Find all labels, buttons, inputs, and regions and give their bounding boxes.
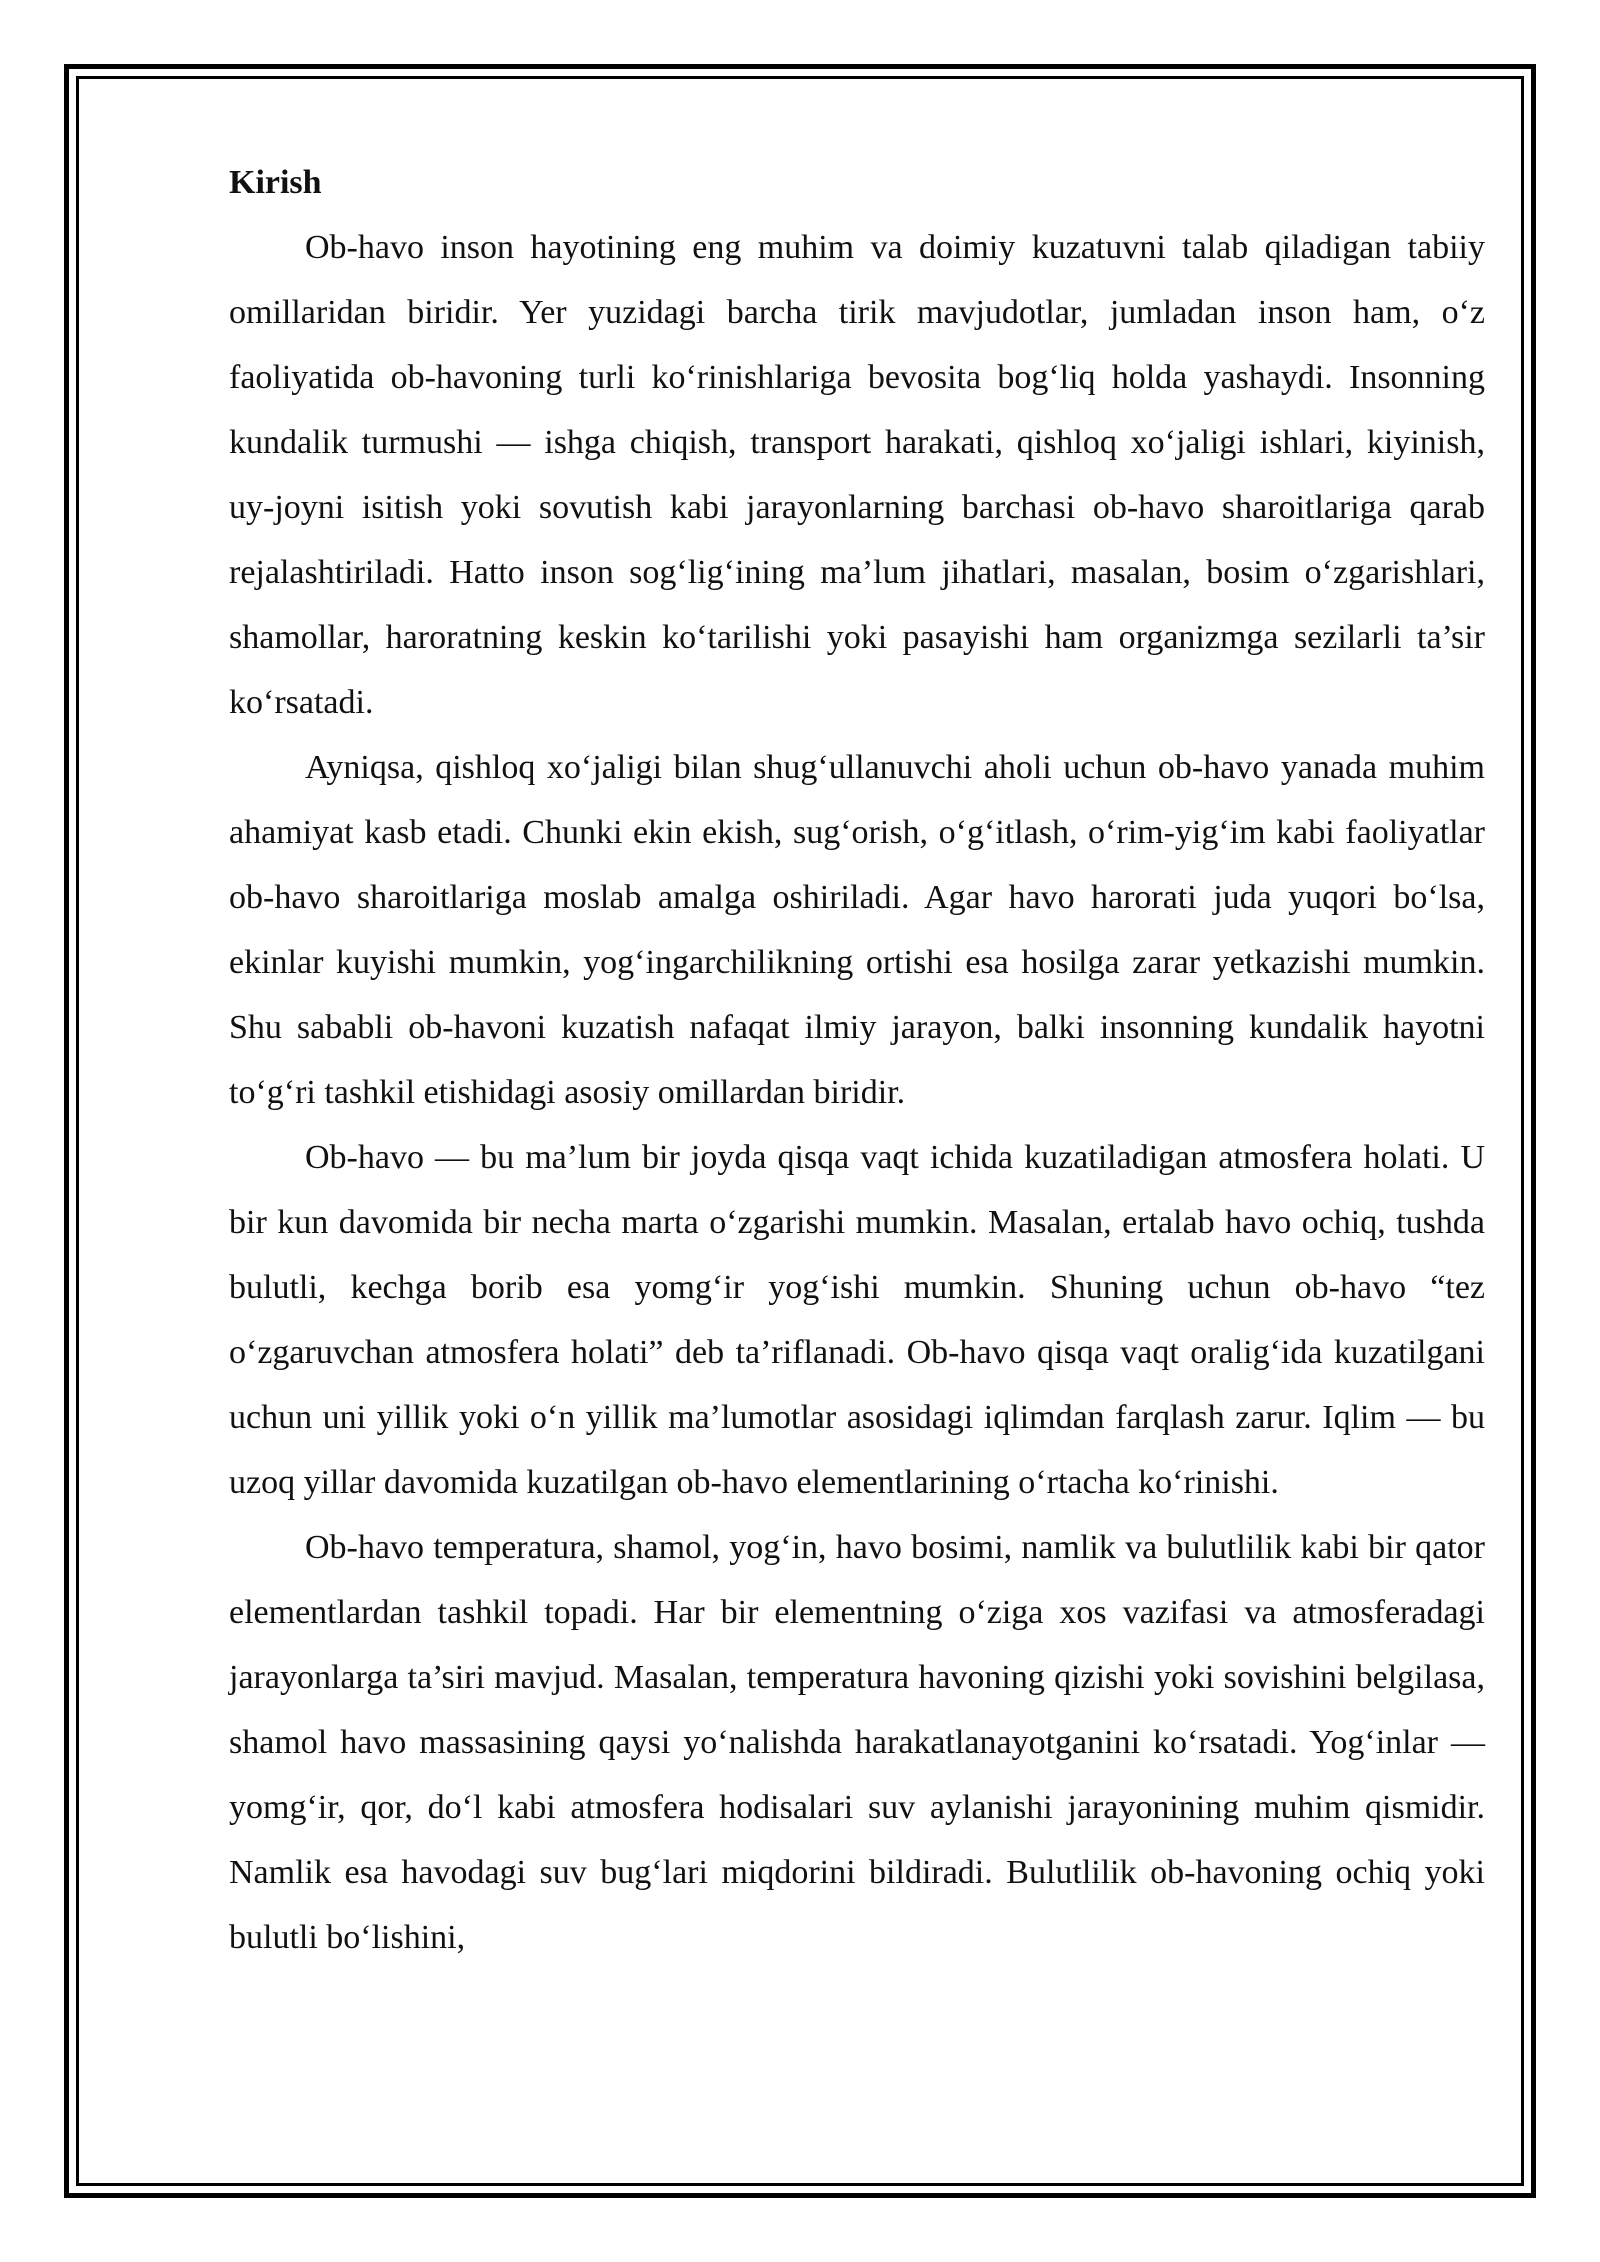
paragraph-1: Ob-havo inson hayotining eng muhim va doimiy kuzatuvni talab qiladigan tabiiy omillaridan biridir. Yer yuzidagi barcha tirik mavjudotlar, jumladan inson ham, o‘z faoliyatida ob-havoning turli ko‘rinishlariga bevosita bog‘liq holda yashaydi. Insonning kundalik turmushi — ishga chiqish, transport harakati, qishloq xo‘jaligi ishlari, kiyinish, uy-joyni isitish yoki sovutish kabi jarayonlarning barchasi ob-havo sharoitlariga qarab rejalashtiriladi. Hatto inson sog‘lig‘ining ma’lum jihatlari, masalan, bosim o‘zgarishlari, shamollar, haroratning keskin ko‘tarilishi yoki pasayishi ham organizmga sezilarli ta’sir ko‘rsatadi. — [229, 229, 1485, 721]
paragraph-2: Ayniqsa, qishloq xo‘jaligi bilan shug‘ullanuvchi aholi uchun ob-havo yanada muhim ahamiyat kasb etadi. Chunki ekin ekish, sug‘orish, o‘g‘itlash, o‘rim-yig‘im kabi faoliyatlar ob-havo sharoitlariga moslab amalga oshiriladi. Agar havo harorati juda yuqori bo‘lsa, ekinlar kuyishi mumkin, yog‘ingarchilikning ortishi esa hosilga zarar yetkazishi mumkin. Shu sababli ob-havoni kuzatish nafaqat ilmiy jarayon, balki insonning kundalik hayotni to‘g‘ri tashkil etishidagi asosiy omillardan biridir. — [229, 749, 1485, 1111]
section-heading: Kirish — [229, 164, 322, 201]
paragraph-3: Ob-havo — bu ma’lum bir joyda qisqa vaqt ichida kuzatiladigan atmosfera holati. U bir kun davomida bir necha marta o‘zgarishi mumkin. Masalan, ertalab havo ochiq, tushda bulutli, kechga borib esa yomg‘ir yog‘ishi mumkin. Shuning uchun ob-havo “tez o‘zgaruvchan atmosfera holati” deb ta’riflanadi. Ob-havo qisqa vaqt oralig‘ida kuzatilgani uchun uni yillik yoki o‘n yillik ma’lumotlar asosidagi iqlimdan farqlash zarur. Iqlim — bu uzoq yillar davomida kuzatilgan ob-havo elementlarining o‘rtacha ko‘rinishi. — [229, 1139, 1485, 1501]
document-body — [229, 150, 1485, 1970]
paragraph-4: Ob-havo temperatura, shamol, yog‘in, havo bosimi, namlik va bulutlilik kabi bir qator elementlardan tashkil topadi. Har bir elementning o‘ziga xos vazifasi va atmosferadagi jarayonlarga ta’siri mavjud. Masalan, temperatura havoning qizishi yoki sovishini belgilasa, shamol havo massasining qaysi yo‘nalishda harakatlanayotganini ko‘rsatadi. Yog‘inlar — yomg‘ir, qor, do‘l kabi atmosfera hodisalari suv aylanishi jarayonining muhim qismidir. Namlik esa havodagi suv bug‘lari miqdorini bildiradi. Bulutlilik ob-havoning ochiq yoki bulutli bo‘lishini, — [229, 1529, 1485, 1956]
